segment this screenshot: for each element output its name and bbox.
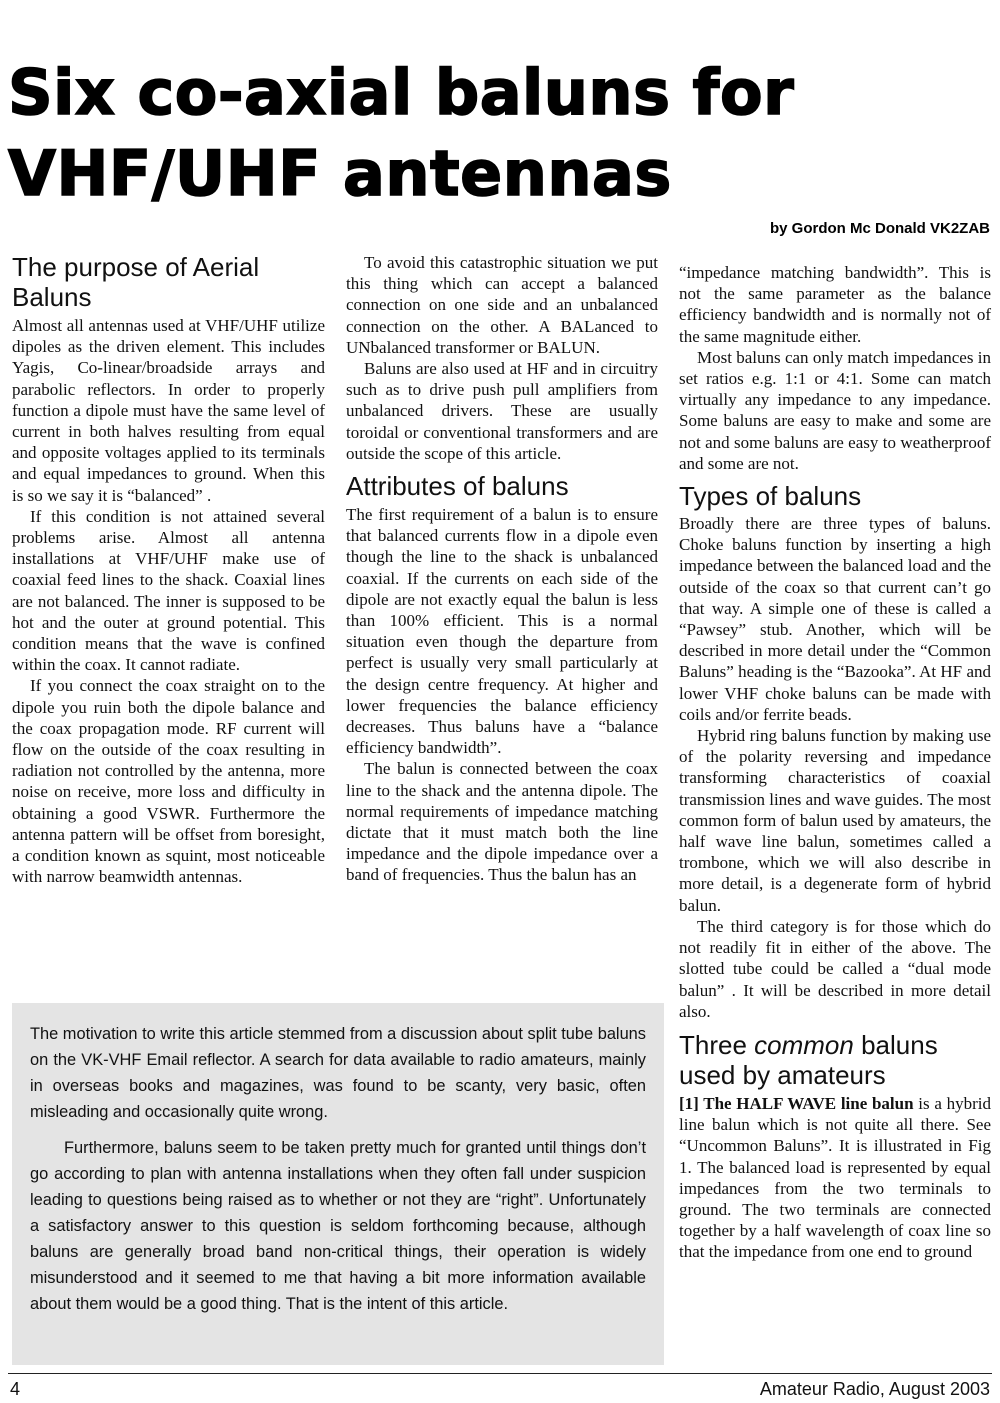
paragraph: Almost all antennas used at VHF/UHF utilize dipoles as the driven element. This includes Yagis, Co-linear/broadside arrays and parabolic reflectors. In order to properly function a dipole must have the same level of current in both halves resulting from equal and opposite voltages applied to its terminals and equal impedances to ground. When this is so we say it is “balanced” . xyxy=(12,316,325,505)
paragraph: Broadly there are three types of baluns. Choke baluns function by inserting a high impedance between the balanced load and the outside of the coax so that current can’t go that way. A simple one of these is called a “Pawsey” stub. Another, which will be described in more detail under the “Common Baluns” heading is the “Bazooka”. At HF and lower VHF choke baluns can be made with coils and/or ferrite beads. xyxy=(679,514,991,724)
paragraph: To avoid this catastrophic situation we put this thing which can accept a balanced connection on one side and an unbalanced connection on the other. A BALanced to UNbalanced transformer or BALUN. xyxy=(346,253,658,357)
column-middle xyxy=(346,252,658,886)
paragraph: The first requirement of a balun is to ensure that balanced currents flow in a dipole even though the line to the shack is unbalanced coaxial. If the currents on each side of the dipole are not exactly equal the balun is less than 100% efficient. This is a normal situation even though the departure from perfect is usually very small particularly at the design centre frequency. At higher and lower frequencies the balance efficiency decreases. Thus baluns have a “balance efficiency bandwidth”. xyxy=(346,505,658,758)
section-heading-attributes: Attributes of baluns xyxy=(346,471,569,502)
column-right xyxy=(679,262,991,1263)
sidebar-paragraph: Furthermore, baluns seem to be taken pretty much for granted until things don’t go according to plan with antenna installations when they often fall under suspicion leading to questions being raised as to whether or not they are “right”. Unfortunately a satisfactory answer to this question is seldom forthcoming because, although baluns are generally broad band non-critical things, their operation is widely misunderstood and it seemed to me that having a bit more information available about them would be a good thing. That is the intent of this article. xyxy=(30,1139,646,1313)
sidebar-paragraph: The motivation to write this article stemmed from a discussion about split tube baluns on the VK-VHF Email reflector. A search for data available to radio amateurs, mainly in overseas books and magazines, was found to be scanty, very basic, often misleading and occasionally quite wrong. xyxy=(30,1025,646,1121)
balun-label: [1] The HALF WAVE line balun xyxy=(679,1093,914,1113)
heading-emphasis: common xyxy=(754,1029,854,1060)
paragraph xyxy=(679,1093,991,1263)
article-title: Six co-axial baluns for VHF/UHF antennas xyxy=(8,56,795,210)
paragraph: “impedance matching bandwidth”. This is not the same parameter as the balance efficiency bandwidth and is normally not of the same magnitude either. xyxy=(679,263,991,346)
section-heading-types: Types of baluns xyxy=(679,481,862,512)
heading-part: baluns used by amateurs xyxy=(679,1029,938,1090)
paragraph: The third category is for those which do not readily fit in either of the above. The slotted tube could be called a “dual mode balun” . It will be described in more detail also. xyxy=(679,916,991,1021)
paragraph: Hybrid ring baluns function by making use of the polarity reversing and impedance transforming characteristics of coaxial transmission lines and wave guides. The most common form of balun used by amateurs, the half wave line balun, sometimes called a trombone, which we will also describe in more detail, is a degenerate form of hybrid balun. xyxy=(679,726,991,915)
paragraph: The balun is connected between the coax line to the shack and the antenna dipole. The normal requirements of impedance matching dictate that it must match both the line impedance and the dipole impedance over a band of frequencies. Thus the balun has an xyxy=(346,759,658,885)
journal-issue: Amateur Radio, August 2003 xyxy=(759,1379,990,1399)
section-heading-purpose: The purpose of Aerial Baluns xyxy=(12,252,260,312)
author-byline: by Gordon Mc Donald VK2ZAB xyxy=(769,220,990,237)
intro-sidebar-box xyxy=(12,1003,664,1365)
paragraph: Most baluns can only match impedances in set ratios e.g. 1:1 or 4:1. Some can match virtually any impedance to any impedance. Some baluns are easy to make and some are not and some baluns are easy to weatherproof and some are not. xyxy=(679,347,991,473)
column-left xyxy=(12,252,325,887)
paragraph: Baluns are also used at HF and in circuitry such as to drive push pull amplifiers from unbalanced drivers. These are usually toroidal or conventional transformers and are outside the scope of this article. xyxy=(346,359,658,463)
paragraph-text: is a hybrid line balun which is not quite all there. See “Uncommon Baluns”. It is illustrated in Fig 1. The balanced load is represented by equal impedances from the two terminals to ground. The two terminals are connected together by a half wavelength of coax line so that the impedance from one end to ground xyxy=(679,1093,991,1262)
section-heading-common-baluns xyxy=(679,1030,991,1090)
heading-part: Three xyxy=(679,1029,755,1060)
paragraph: If this condition is not attained several problems arise. Almost all antenna installations at VHF/UHF make use of coaxial feed lines to the shack. Coaxial lines are not balanced. The inner is supposed to be hot and the outer at ground potential. This condition means that the wave is confined within the coax. It cannot radiate. xyxy=(12,506,325,675)
footer-rule xyxy=(8,1373,992,1374)
paragraph: If you connect the coax straight on to the dipole you ruin both the dipole balance and the coax propagation mode. RF current will flow on the outside of the coax resulting in radiation not controlled by the antenna, more noise on receive, more loss and difficulty in obtaining a good VSWR. Furthermore the antenna pattern will be offset from boresight, a condition known as squint, most noticeable with narrow beamwidth antennas. xyxy=(12,676,325,887)
page-number: 4 xyxy=(10,1379,21,1399)
